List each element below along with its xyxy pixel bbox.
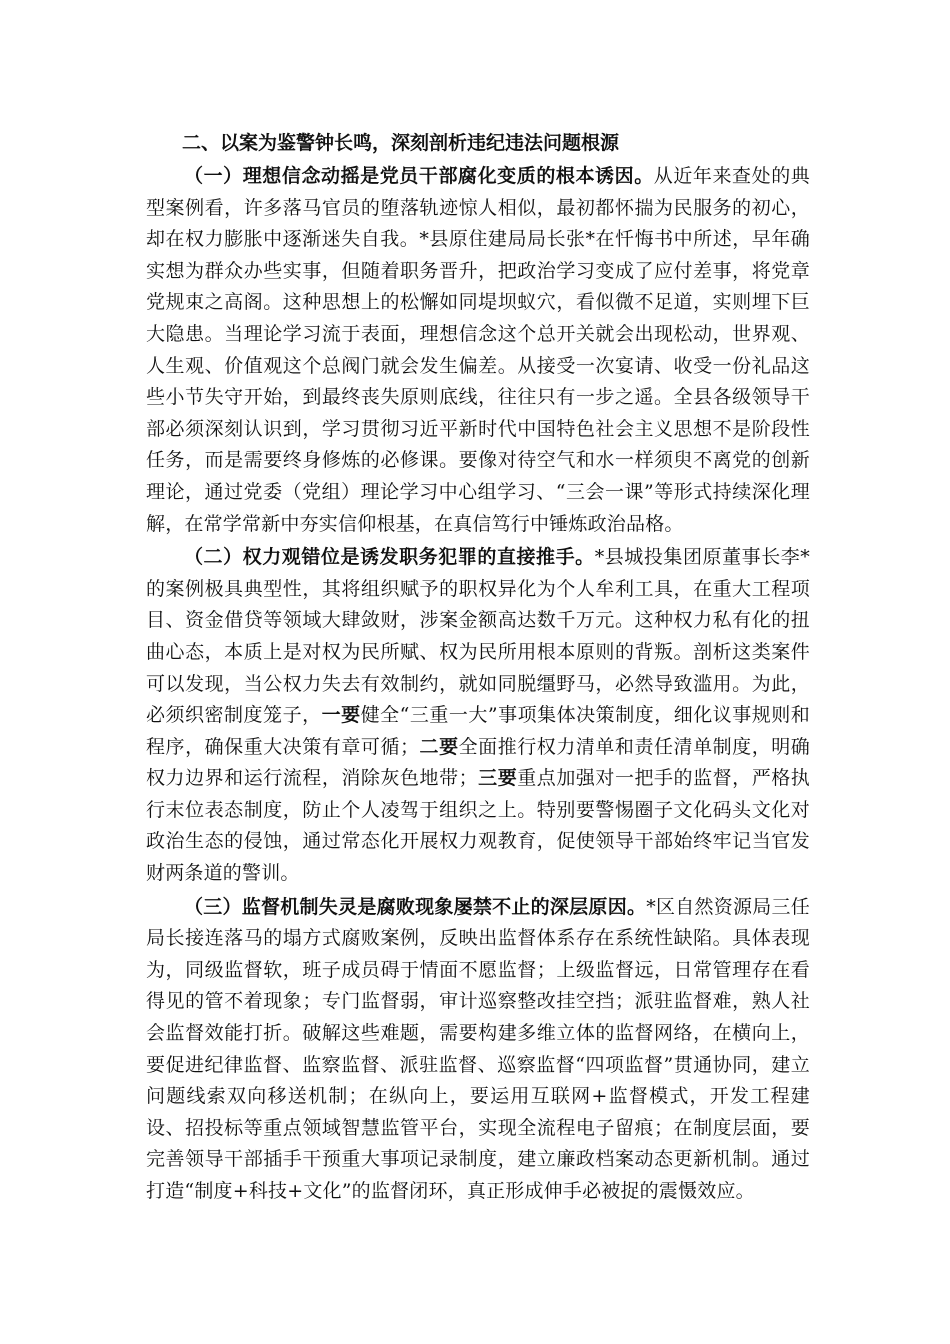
paragraph-text: 全面推行权力清单和责任清单制度，明确权力边界和运行流程，消除灰色地带； <box>146 735 810 790</box>
paragraph-ideals <box>146 161 810 540</box>
paragraph-lead: （一）理想信念动摇是党员干部腐化变质的根本诱因。 <box>184 165 654 187</box>
document-body <box>146 128 810 1208</box>
paragraph-lead: （三）监督机制失灵是腐败现象屡禁不止的深层原因。 <box>184 895 647 918</box>
paragraph-text: *县城投集团原董事长李*的案例极具典型性，其将组织赋予的职权异化为个人牟利工具，在重大工程项目、资金借贷等领域大肆敛财，涉案金额高达数千万元。这种权力私有化的扭曲心态，本质上是对权为民所赋、权为民所用根本原则的背叛。剖析这类案件可以发现，当公权力失去有效制约，就如同脱缰野马，必然导致滥用。为此，必须织密制度笼子， <box>146 546 811 727</box>
keyword-third: 三要 <box>477 767 518 790</box>
paragraph-text: *区自然资源局三任局长接连落马的塌方式腐败案例，反映出监督体系存在系统性缺陷。具体表现为，同级监督软，班子成员碍于情面不愿监督；上级监督远，日常管理存在看得见的管不着现象；专门监督弱，审计巡察整改挂空挡；派驻监督难，熟人社会监督效能打折。破解这些难题，需要构建多维立体的监督网络，在横向上，要促进纪律监督、监察监督、派驻监督、巡察监督“四项监督”贯通协同，建立问题线索双向移送机制；在纵向上，要运用互联网+监督模式，开发工程建设、招投标等重点领域智慧监管平台，实现全流程电子留痕；在制度层面，要完善领导干部插手干预重大事项记录制度，建立廉政档案动态更新机制。通过打造“制度+科技+文化”的监督闭环，真正形成伸手必被捉的震慑效应。 <box>146 895 810 1202</box>
section-heading: 二、以案为鉴警钟长鸣，深刻剖析违纪违法问题根源 <box>182 132 620 154</box>
paragraph-text: 重点加强对一把手的监督，严格执行末位表态制度，防止个人凌驾于组织之上。特别要警惕圈子文化码头文化对政治生态的侵蚀，通过常态化开展权力观教育，促使领导干部始终牢记当官发财两条道的警训。 <box>146 767 810 885</box>
paragraph-supervision <box>146 892 810 1208</box>
paragraph-power <box>146 542 810 890</box>
paragraph-text: 健全“三重一大”事项集体决策制度，细化议事规则和程序，确保重大决策有章可循； <box>146 704 810 758</box>
keyword-second: 二要 <box>419 735 459 758</box>
paragraph-lead: （二）权力观错位是诱发职务犯罪的直接推手。 <box>184 546 595 569</box>
keyword-first: 一要 <box>321 704 361 727</box>
paragraph-text: 从近年来查处的典型案例看，许多落马官员的堕落轨迹惊人相似，最初都怀揣为民服务的初心，却在权力膨胀中逐渐迷失自我。*县原住建局局长张*在忏悔书中所述，早年确实想为群众办些实事，但随着职务晋升，把政治学习变成了应付差事，将党章党规束之高阁。这种思想上的松懈如同堤坝蚁穴，看似微不足道，实则埋下巨大隐患。当理论学习流于表面，理想信念这个总开关就会出现松动，世界观、人生观、价值观这个总阀门就会发生偏差。从接受一次宴请、收受一份礼品这些小节失守开始，到最终丧失原则底线，往往只有一步之遥。全县各级领导干部必须深刻认识到，学习贯彻习近平新时代中国特色社会主义思想不是阶段性任务，而是需要终身修炼的必修课。要像对待空气和水一样须臾不离党的创新理论，通过党委（党组）理论学习中心组学习、“三会一课”等形式持续深化理解，在常学常新中夯实信仰根基，在真信笃行中锤炼政治品格。 <box>146 165 810 535</box>
